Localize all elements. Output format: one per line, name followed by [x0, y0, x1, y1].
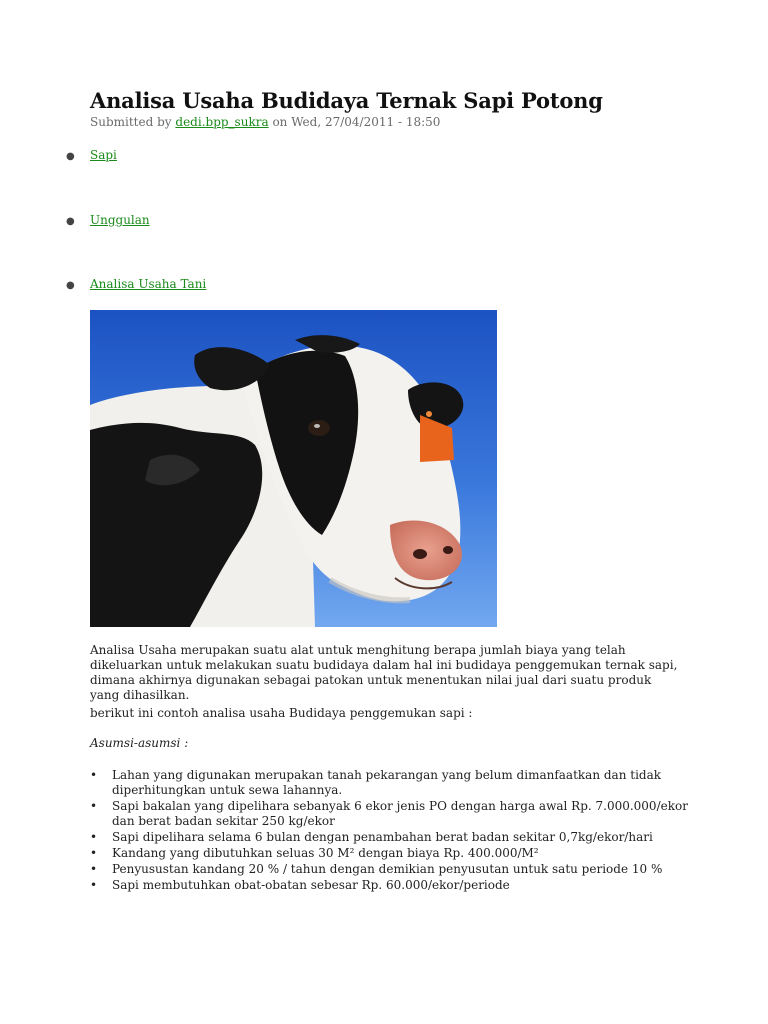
- tag-link-unggulan[interactable]: Unggulan: [90, 213, 150, 227]
- bullet-icon: ●: [66, 280, 75, 291]
- cow-photo: [90, 310, 497, 627]
- author-link[interactable]: dedi.bpp_sukra: [175, 115, 269, 129]
- submitted-prefix: Submitted by: [90, 115, 172, 129]
- bullet-icon: ●: [66, 216, 75, 227]
- tag-link-analisa-usaha-tani[interactable]: Analisa Usaha Tani: [90, 277, 207, 291]
- submitted-date: on Wed, 27/04/2011 - 18:50: [272, 115, 441, 129]
- list-item: • Lahan yang digunakan merupakan tanah pekarangan yang belum dimanfaatkan dan tidak diperhitungkan untuk sewa lahannya.: [90, 768, 690, 798]
- tag-item-sapi: [66, 148, 117, 162]
- list-item: • Sapi dipelihara selama 6 bulan dengan penambahan berat badan sekitar 0,7kg/ekor/hari: [90, 830, 690, 845]
- tag-link-sapi[interactable]: Sapi: [90, 148, 117, 162]
- assumptions-list: [90, 768, 690, 894]
- list-item: • Sapi membutuhkan obat-obatan sebesar Rp. 60.000/ekor/periode: [90, 878, 690, 893]
- list-item: • Sapi bakalan yang dipelihara sebanyak 6 ekor jenis PO dengan harga awal Rp. 7.000.000/ekor dan berat badan sekitar 250 kg/ekor: [90, 799, 690, 829]
- intro-paragraph: Analisa Usaha merupakan suatu alat untuk menghitung berapa jumlah biaya yang telah dikeluarkan untuk melakukan suatu budidaya dalam hal ini budidaya penggemukan ternak sapi, dimana akhirnya digunakan sebagai patokan untuk menentukan nilai jual dari suatu produk yang dihasilkan.: [90, 643, 678, 702]
- article-title: Analisa Usaha Budidaya Ternak Sapi Potong: [90, 88, 603, 113]
- bullet-icon: ●: [66, 151, 75, 162]
- list-item: • Kandang yang dibutuhkan seluas 30 M² dengan biaya Rp. 400.000/M²: [90, 846, 690, 861]
- tag-item-analisa-usaha-tani: [66, 277, 206, 291]
- list-item: • Penyusustan kandang 20 % / tahun dengan demikian penyusutan untuk satu periode 10 %: [90, 862, 690, 877]
- cow-illustration-icon: [90, 310, 497, 627]
- submission-meta: [90, 115, 440, 129]
- tag-item-unggulan: [66, 213, 150, 227]
- assumptions-heading: Asumsi-asumsi :: [90, 736, 189, 750]
- lead-paragraph: berikut ini contoh analisa usaha Budidaya penggemukan sapi :: [90, 706, 473, 720]
